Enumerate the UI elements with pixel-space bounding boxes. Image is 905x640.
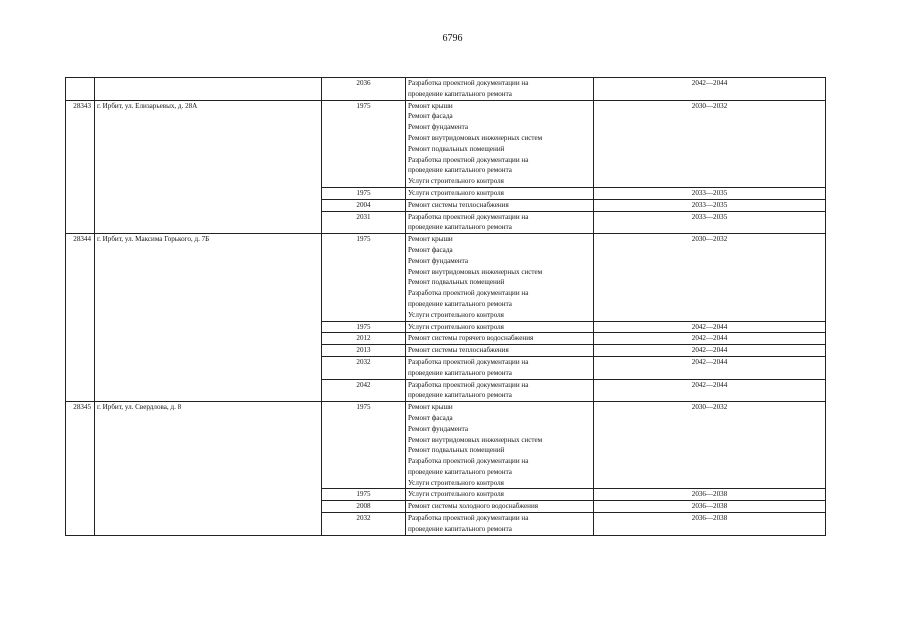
work-item: Ремонт системы теплоснабжения — [408, 200, 509, 209]
work-item: Ремонт фасада — [408, 413, 453, 422]
works-cell — [406, 513, 594, 536]
work-item: Ремонт системы горячего водоснабжения — [408, 334, 534, 343]
work-item: проведение капитального ремонта — [408, 467, 512, 476]
work-item: Разработка проектной документации на — [408, 79, 529, 87]
period-cell: 2042—2044 — [594, 78, 826, 101]
table-row — [66, 402, 826, 489]
works-cell — [406, 379, 594, 402]
address-cell: г. Ирбит, ул. Елизарьевых, д. 28А — [95, 100, 322, 234]
table-body — [66, 78, 826, 536]
object-id-cell — [66, 78, 95, 101]
page-number: 6796 — [442, 33, 463, 44]
works-cell — [406, 356, 594, 379]
year-cell: 2013 — [322, 345, 406, 357]
year-cell: 2042 — [322, 379, 406, 402]
works-cell — [406, 199, 594, 211]
works-cell — [406, 402, 594, 489]
year-cell: 2012 — [322, 333, 406, 345]
work-item: проведение капитального ремонта — [408, 368, 512, 377]
works-cell — [406, 78, 594, 101]
year-cell: 2008 — [322, 501, 406, 513]
address-cell: г. Ирбит, ул. Свердлова, д. 8 — [95, 402, 322, 536]
year-cell: 1975 — [322, 100, 406, 187]
work-item: Ремонт фундамента — [408, 256, 468, 265]
work-item: Услуги строительного контроля — [408, 322, 504, 331]
work-item: проведение капитального ремонта — [408, 89, 512, 98]
period-cell: 2036—2038 — [594, 501, 826, 513]
works-cell — [406, 100, 594, 187]
works-cell — [406, 489, 594, 501]
period-cell: 2042—2044 — [594, 356, 826, 379]
year-cell: 2032 — [322, 513, 406, 536]
table-row — [66, 78, 826, 101]
period-cell: 2033—2035 — [594, 199, 826, 211]
work-item: Разработка проектной документации на — [408, 289, 529, 298]
object-id-cell: 28345 — [66, 402, 95, 536]
year-cell: 1975 — [322, 234, 406, 321]
table-row — [66, 100, 826, 187]
work-item: Ремонт крыши — [408, 403, 453, 412]
works-cell — [406, 321, 594, 333]
work-item: Услуги строительного контроля — [408, 490, 504, 499]
work-item: проведение капитального ремонта — [408, 299, 512, 308]
work-item: Ремонт внутридомовых инженерных систем — [408, 267, 543, 276]
period-cell: 2042—2044 — [594, 379, 826, 402]
work-item: Услуги строительного контроля — [408, 310, 504, 319]
work-item: Ремонт системы теплоснабжения — [408, 346, 509, 355]
work-item: Ремонт крыши — [408, 101, 453, 110]
work-item: проведение капитального ремонта — [408, 391, 512, 400]
work-item: Ремонт подвальных помещений — [408, 144, 505, 153]
period-cell: 2030—2032 — [594, 100, 826, 187]
year-cell: 2032 — [322, 356, 406, 379]
work-item: проведение капитального ремонта — [408, 524, 512, 533]
work-item: Ремонт фасада — [408, 112, 453, 121]
period-cell: 2042—2044 — [594, 345, 826, 357]
period-cell: 2030—2032 — [594, 402, 826, 489]
work-item: Ремонт подвальных помещений — [408, 278, 505, 287]
capital-repair-table — [65, 77, 826, 536]
address-cell: г. Ирбит, ул. Максима Горького, д. 7Б — [95, 234, 322, 402]
work-item: Разработка проектной документации на — [408, 155, 529, 164]
table-row — [66, 234, 826, 321]
period-cell: 2033—2035 — [594, 187, 826, 199]
works-cell — [406, 234, 594, 321]
work-item: Разработка проектной документации на — [408, 212, 529, 221]
work-item: проведение капитального ремонта — [408, 166, 512, 175]
works-cell — [406, 345, 594, 357]
work-item: Ремонт подвальных помещений — [408, 446, 505, 455]
work-item: Разработка проектной документации на — [408, 380, 529, 389]
year-cell: 1975 — [322, 187, 406, 199]
work-item: Ремонт фундамента — [408, 424, 468, 433]
period-cell: 2042—2044 — [594, 321, 826, 333]
year-cell: 2031 — [322, 211, 406, 234]
work-item: Ремонт фундамента — [408, 123, 468, 132]
period-cell: 2036—2038 — [594, 489, 826, 501]
year-cell: 1975 — [322, 489, 406, 501]
period-cell: 2030—2032 — [594, 234, 826, 321]
work-item: Разработка проектной документации на — [408, 457, 529, 466]
work-item: Ремонт крыши — [408, 235, 453, 244]
work-item: Услуги строительного контроля — [408, 177, 504, 186]
period-cell: 2042—2044 — [594, 333, 826, 345]
work-item: проведение капитального ремонта — [408, 223, 512, 232]
year-cell: 1975 — [322, 321, 406, 333]
work-item: Ремонт системы холодного водоснабжения — [408, 502, 539, 511]
year-cell: 1975 — [322, 402, 406, 489]
works-cell — [406, 501, 594, 513]
work-item: Ремонт внутридомовых инженерных систем — [408, 435, 543, 444]
works-cell — [406, 211, 594, 234]
works-cell — [406, 187, 594, 199]
work-item: Разработка проектной документации на — [408, 514, 529, 523]
period-cell: 2036—2038 — [594, 513, 826, 536]
period-cell: 2033—2035 — [594, 211, 826, 234]
work-item: Ремонт фасада — [408, 245, 453, 254]
address-cell — [95, 78, 322, 101]
year-cell: 2036 — [322, 78, 406, 101]
works-cell — [406, 333, 594, 345]
work-item: Ремонт внутридомовых инженерных систем — [408, 133, 543, 142]
object-id-cell: 28343 — [66, 100, 95, 234]
year-cell: 2004 — [322, 199, 406, 211]
object-id-cell: 28344 — [66, 234, 95, 402]
work-item: Разработка проектной документации на — [408, 357, 529, 366]
work-item: Услуги строительного контроля — [408, 188, 504, 197]
work-item: Услуги строительного контроля — [408, 478, 504, 487]
